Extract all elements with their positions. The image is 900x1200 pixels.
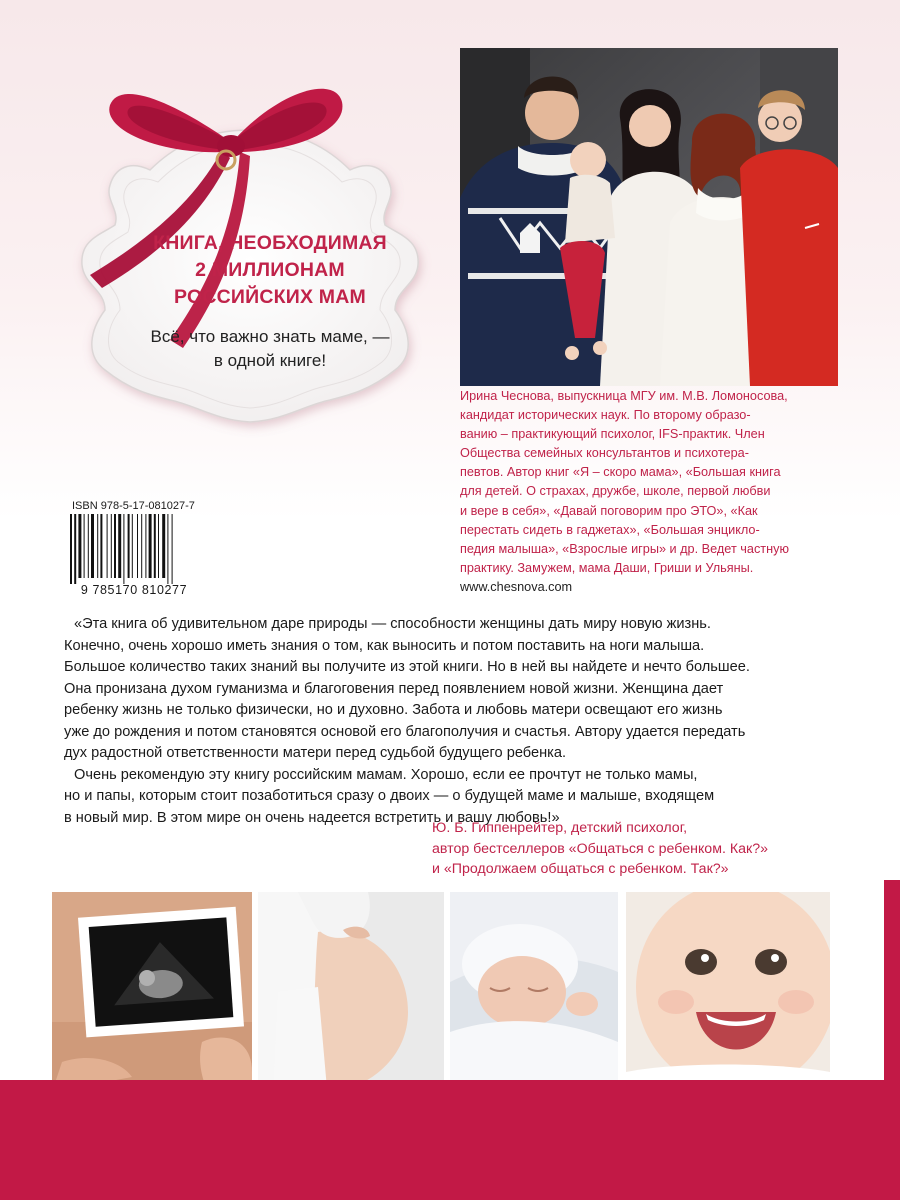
attribution-line: и «Продолжаем общаться с ребенком. Так?» [432,861,729,877]
tag-subtitle-line: в одной книге! [213,351,327,370]
ultrasound-image [52,892,252,1100]
quote-line: «Эта книга об удивительном даре природы — способности женщины дать миру новую жизнь. [74,616,711,632]
quote-line: Конечно, очень хорошо иметь знания о том, как выносить и потом поставить на ноги малыша. [64,637,705,654]
bio-line: педия малыша», «Взрослые игры» и др. Ведет частную [460,541,789,556]
barcode-bar [74,514,76,584]
isbn-barcode [68,514,200,584]
barcode-bar [162,514,165,578]
barcode-digits: 9 785170 810277 [80,583,188,597]
quote-line: в новый мир. В этом мире он очень надеется встретить и вашу любовь!» [64,809,560,826]
bio-line: для детей. О страхах, дружбе, школе, первой любви [460,484,771,499]
quote-paragraph-1 [64,614,854,765]
bio-line: певтов. Автор книг «Я – скоро мама», «Большая книга [460,465,781,480]
gift-tag [50,60,450,460]
tag-subtitle-line: Всё, что важно знать маме, — [150,327,390,346]
quote-line: уже до рождения и потом становятся основой его благополучия и счастья. Автору удается передать [64,723,746,740]
barcode-bar [118,514,121,578]
bio-line: кандидат исторических наук. По второму образо- [460,408,751,423]
bio-line: ванию – практикующий психолог, IFS-практик. Член [460,427,765,442]
barcode-bar [141,514,142,578]
bio-line: Ирина Чеснова, выпускница МГУ им. М.В. Ломоносова, [460,389,788,403]
newborn-photo [450,892,618,1100]
barcode-bar [78,514,81,578]
barcode-bar [154,514,156,578]
barcode-bar [91,514,94,578]
quote-line: Очень рекомендую эту книгу российским мамам. Хорошо, если ее прочтут не только мамы, [74,766,698,783]
quote-line: но и папы, которым стоит позаботиться сразу о двоих — о будущей маме и малыше, входящем [64,788,715,804]
tag-headline-line: РОССИЙСКИХ МАМ [174,286,366,308]
barcode-bar [172,514,173,584]
bio-line: перестать сидеть в гаджетах», «Большая энцикло- [460,522,760,537]
decorative-footer-band [0,1080,900,1200]
barcode-bar [158,514,159,578]
family-photo-image [460,48,838,386]
barcode-bar [100,514,102,578]
smiling-baby-photo [626,892,830,1100]
barcode-bar [132,514,133,578]
bio-line: и вере в себя», «Давай поговорим про ЭТО», «Как [460,503,758,518]
attribution-line: автор бестселлеров «Общаться с ребенком. Как?» [432,840,768,857]
bio-line: практику. Замужем, мама Даши, Гриши и Ульяны. [460,560,754,575]
barcode-bar [167,514,168,584]
quote-line: дух радостной ответственности матери перед судьбой будущего ребенка. [64,745,567,761]
pregnant-belly-photo [258,892,444,1100]
pregnant-belly-image [258,892,444,1100]
barcode-bar [70,514,72,584]
gift-tag-text [120,230,420,373]
newborn-image [450,892,618,1100]
barcode-bar [137,514,138,578]
tag-headline [120,230,420,311]
quote-line: Она пронизана духом гуманизма и благоговения перед появлением новой жизни. Женщина дает [64,680,724,697]
quote-line: Большое количество таких знаний вы получите из этой книги. Но в ней вы найдете и нечто большее. [64,659,750,675]
tag-headline-line: КНИГА, НЕОБХОДИМАЯ [153,232,387,254]
barcode-bar [114,514,116,578]
barcode-bar [107,514,108,578]
author-website-link[interactable]: www.chesnova.com [460,579,573,594]
tag-subtitle [120,325,420,373]
barcode-bar [123,514,124,584]
isbn-label: ISBN 978-5-17-081027-7 [72,500,195,512]
author-family-photo [460,48,838,386]
barcode-bar [84,514,85,578]
barcode-bar [111,514,112,578]
ultrasound-photo [52,892,252,1100]
bio-line: Общества семейных консультантов и психотера- [460,446,749,461]
barcode-bar [97,514,98,578]
barcode-bar [149,514,152,578]
review-quote [64,614,854,829]
author-bio [460,387,850,597]
attribution-line: Ю. Б. Гиппенрейтер, детский психолог, [432,820,688,836]
barcode-bar [88,514,89,578]
smiling-baby-image [626,892,830,1100]
barcode-bar [145,514,146,578]
quote-line: ребенку жизнь не только физически, но и духовно. Забота и любовь матери освещают его жизнь [64,702,723,718]
tag-headline-line: 2 МИЛЛИОНАМ [195,259,345,281]
quote-attribution [432,818,852,880]
barcode-bar [128,514,130,578]
